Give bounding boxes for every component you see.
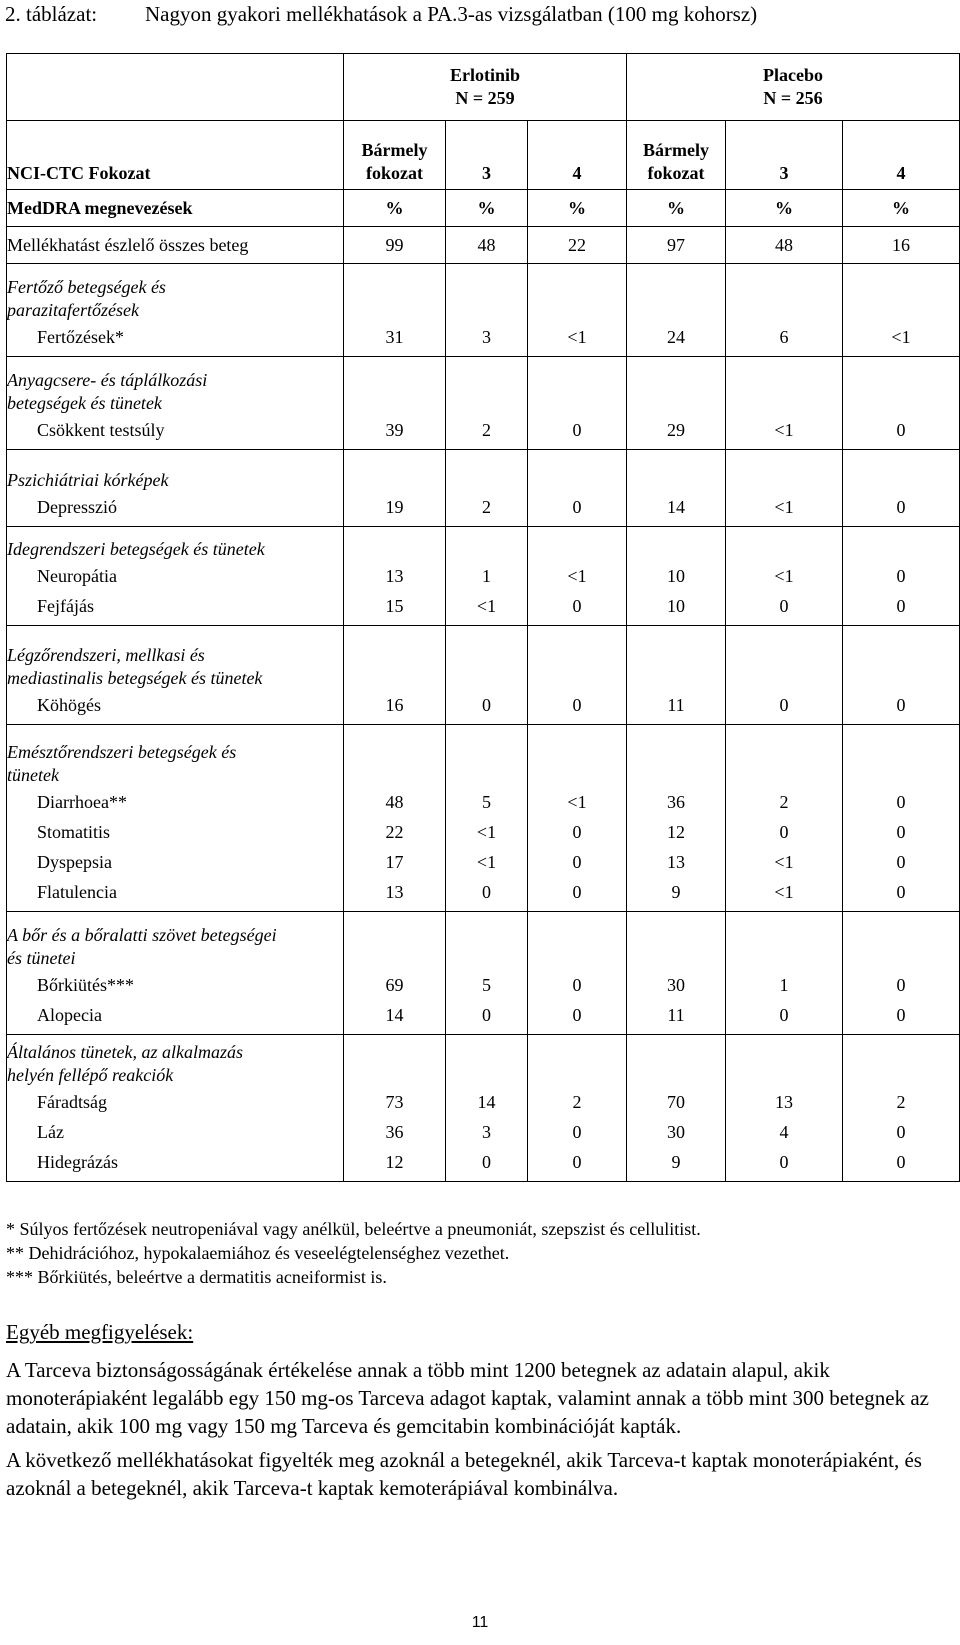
- section-values-cell: [726, 264, 843, 357]
- section-values-cell: [843, 357, 960, 450]
- section-values-cell: [528, 725, 627, 912]
- value-cell: [726, 227, 843, 264]
- value-text: 0: [572, 1005, 582, 1025]
- value-text: 99: [385, 234, 404, 255]
- section-values-cell: [627, 1035, 726, 1182]
- grade-header-cell: [627, 121, 726, 190]
- value-text: 0: [572, 497, 582, 517]
- value-text: 48: [385, 792, 404, 812]
- table-caption: [5, 2, 757, 27]
- row-label: Diarrhoea**: [37, 792, 127, 812]
- erlotinib-header-line: Erlotinib: [449, 65, 520, 85]
- section-row: [7, 725, 960, 912]
- value-text: <1: [774, 852, 794, 872]
- section-heading: Pszichiátriai kórképek: [7, 470, 169, 490]
- section-label-cell: [7, 725, 344, 912]
- value-text: 5: [482, 975, 491, 995]
- section-values-cell: [528, 912, 627, 1035]
- section-label-cell: [7, 264, 344, 357]
- section-title: Egyéb megfigyelések:: [6, 1320, 194, 1344]
- value-text: 0: [896, 596, 906, 616]
- value-text: 9: [671, 1152, 681, 1172]
- value-text: 6: [779, 327, 789, 347]
- section-label-cell: [7, 527, 344, 626]
- grade-header-text: 3: [482, 163, 491, 183]
- grade-header-text: Bármely: [643, 140, 709, 160]
- section-heading: Idegrendszeri betegségek és tünetek: [7, 539, 265, 559]
- table-caption-label: 2. táblázat:: [5, 2, 98, 26]
- section-label-cell: [7, 357, 344, 450]
- value-text: 2: [779, 792, 789, 812]
- value-text: 13: [775, 1092, 793, 1112]
- value-text: 0: [779, 695, 789, 715]
- value-text: 0: [779, 596, 789, 616]
- grade-header-text: fokozat: [647, 163, 705, 183]
- section-values-cell: [627, 626, 726, 725]
- section-values-cell: [627, 264, 726, 357]
- row-label: Depresszió: [37, 497, 117, 517]
- value-text: 24: [667, 327, 685, 347]
- value-text: 0: [572, 822, 582, 842]
- value-text: 5: [482, 792, 491, 812]
- section-label-cell: [7, 912, 344, 1035]
- value-text: 0: [779, 1152, 789, 1172]
- value-text: <1: [567, 792, 587, 812]
- value-text: 2: [482, 420, 491, 440]
- section-values-cell: [528, 357, 627, 450]
- table-header-row: [7, 54, 960, 121]
- value-text: 0: [896, 566, 906, 586]
- section-row: [7, 264, 960, 357]
- row-label: Flatulencia: [37, 882, 117, 902]
- section-heading: A bőr és a bőralatti szövet betegségei: [7, 925, 277, 945]
- section-values-cell: [726, 725, 843, 912]
- section-values-cell: [726, 1035, 843, 1182]
- value-cell: [528, 227, 627, 264]
- value-text: 0: [572, 1152, 582, 1172]
- grade-header-cell: [344, 121, 446, 190]
- grade-header-text: Bármely: [361, 140, 428, 160]
- row-label: Neuropátia: [37, 566, 117, 586]
- meddra-unit-cell: [528, 190, 627, 227]
- value-text: <1: [476, 596, 497, 616]
- section-heading: parazitafertőzések: [7, 300, 139, 320]
- percent-unit: %: [667, 197, 685, 218]
- value-text: 1: [779, 975, 789, 995]
- section-values-cell: [726, 357, 843, 450]
- value-text: <1: [476, 852, 497, 872]
- section-values-cell: [726, 626, 843, 725]
- section-values-cell: [528, 264, 627, 357]
- row-label: Láz: [37, 1122, 64, 1142]
- value-text: 0: [896, 497, 906, 517]
- section-values-cell: [446, 1035, 528, 1182]
- section-heading: Fertőző betegségek és: [7, 277, 166, 297]
- section-values-cell: [528, 626, 627, 725]
- footnote: *** Bőrkiütés, beleértve a dermatitis acneiformist is.: [6, 1267, 387, 1287]
- section-heading: Légzőrendszeri, mellkasi és: [7, 645, 205, 665]
- value-text: 0: [896, 822, 906, 842]
- value-text: <1: [567, 327, 587, 347]
- section-values-cell: [344, 450, 446, 527]
- section-values-cell: [446, 527, 528, 626]
- section-values-cell: [726, 527, 843, 626]
- erlotinib-header-line: N = 259: [455, 88, 515, 108]
- value-text: 11: [667, 695, 685, 715]
- section-row: [7, 912, 960, 1035]
- page-number: 11: [471, 1614, 489, 1631]
- section-values-cell: [843, 264, 960, 357]
- grade-header-cell: [843, 121, 960, 190]
- value-text: <1: [774, 566, 794, 586]
- value-text: 97: [667, 234, 685, 255]
- value-text: 0: [572, 882, 582, 902]
- section-row: [7, 527, 960, 626]
- value-text: 31: [385, 327, 404, 347]
- value-text: 0: [482, 1152, 491, 1172]
- value-text: 19: [385, 497, 404, 517]
- section-values-cell: [843, 725, 960, 912]
- percent-unit: %: [568, 197, 586, 218]
- grade-header-cell: [726, 121, 843, 190]
- grade-header-text: 4: [572, 163, 582, 183]
- section-values-cell: [446, 357, 528, 450]
- section-row: [7, 357, 960, 450]
- section-values-cell: [344, 626, 446, 725]
- value-text: 17: [385, 852, 404, 872]
- value-text: <1: [774, 420, 794, 440]
- value-text: 0: [572, 695, 582, 715]
- value-text: 10: [667, 596, 685, 616]
- value-text: 73: [385, 1092, 404, 1112]
- value-text: 0: [572, 852, 582, 872]
- section-values-cell: [344, 527, 446, 626]
- adverse-events-table: [6, 53, 960, 1182]
- section-values-cell: [344, 725, 446, 912]
- value-text: 0: [572, 975, 582, 995]
- section-values-cell: [627, 450, 726, 527]
- all-patients-label: [7, 227, 344, 264]
- footnotes: [6, 1217, 701, 1289]
- section-values-cell: [528, 527, 627, 626]
- value-text: 0: [896, 1122, 906, 1142]
- value-text: 2: [896, 1092, 906, 1112]
- section-values-cell: [446, 725, 528, 912]
- row-label: Köhögés: [37, 695, 101, 715]
- value-text: 14: [385, 1005, 404, 1025]
- grade-header-cell: [528, 121, 627, 190]
- row-label: Bőrkiütés***: [37, 975, 134, 995]
- percent-unit: %: [775, 197, 793, 218]
- value-text: 3: [482, 1122, 491, 1142]
- value-text: 3: [482, 327, 491, 347]
- value-cell: [843, 227, 960, 264]
- meddra-unit-cell: [446, 190, 528, 227]
- row-label: Dyspepsia: [37, 852, 112, 872]
- section-heading: helyén fellépő reakciók: [7, 1065, 174, 1085]
- meddra-unit-cell: [627, 190, 726, 227]
- grade-header-text: 4: [896, 163, 906, 183]
- value-cell: [446, 227, 528, 264]
- section-label-cell: [7, 626, 344, 725]
- value-text: 0: [896, 1152, 906, 1172]
- value-text: 0: [572, 596, 582, 616]
- value-text: <1: [774, 882, 794, 902]
- row-label: Fáradtság: [37, 1092, 107, 1112]
- section-values-cell: [627, 912, 726, 1035]
- value-text: 12: [667, 822, 685, 842]
- all-patients-row: [7, 227, 960, 264]
- section-values-cell: [627, 725, 726, 912]
- value-text: <1: [567, 566, 587, 586]
- header-empty-cell: [7, 54, 344, 121]
- placebo-header-line: Placebo: [763, 65, 823, 85]
- value-text: 0: [896, 1005, 906, 1025]
- grade-header-label-text: NCI-CTC Fokozat: [7, 163, 151, 183]
- value-text: 0: [896, 882, 906, 902]
- section-heading: betegségek és tünetek: [7, 393, 162, 413]
- value-text: 70: [667, 1092, 685, 1112]
- grade-header-text: fokozat: [366, 163, 423, 183]
- value-text: <1: [891, 327, 911, 347]
- value-text: 10: [667, 566, 685, 586]
- value-text: 9: [671, 882, 681, 902]
- section-values-cell: [843, 450, 960, 527]
- value-text: 36: [385, 1122, 404, 1142]
- value-text: 39: [385, 420, 404, 440]
- meddra-label: [7, 190, 344, 227]
- section-values-cell: [344, 1035, 446, 1182]
- value-text: 0: [896, 420, 906, 440]
- footnote: ** Dehidrációhoz, hypokalaemiához és veseelégtelenséghez vezethet.: [6, 1243, 510, 1263]
- section-label-cell: [7, 450, 344, 527]
- value-text: 22: [568, 234, 586, 255]
- meddra-row: [7, 190, 960, 227]
- placebo-header-line: N = 256: [763, 88, 823, 108]
- erlotinib-group-header: [344, 54, 627, 121]
- meddra-label-text: MedDRA megnevezések: [7, 197, 193, 218]
- section-values-cell: [446, 264, 528, 357]
- grade-header-row: [7, 121, 960, 190]
- value-text: 0: [896, 792, 906, 812]
- row-label: Fejfájás: [37, 596, 94, 616]
- value-text: 11: [667, 1005, 685, 1025]
- paragraph-2: A következő mellékhatásokat figyelték meg azoknál a betegeknél, akik Tarceva-t kaptak monoterápiaként, és azoknál a betegeknél, akik Tarceva-t kaptak kemoterápiával kombinálva.: [6, 1448, 922, 1500]
- row-label: Hidegrázás: [37, 1152, 118, 1172]
- value-text: 29: [667, 420, 685, 440]
- row-label: Csökkent testsúly: [37, 420, 165, 440]
- section-row: [7, 450, 960, 527]
- value-text: 0: [572, 1122, 582, 1142]
- value-text: 36: [667, 792, 685, 812]
- row-label: Stomatitis: [37, 822, 111, 842]
- value-text: 0: [779, 822, 789, 842]
- row-label: Fertőzések*: [37, 327, 124, 347]
- value-text: 69: [385, 975, 404, 995]
- value-text: 0: [896, 852, 906, 872]
- grade-header-cell: [446, 121, 528, 190]
- placebo-group-header: [627, 54, 960, 121]
- value-text: 4: [779, 1122, 789, 1142]
- section-values-cell: [843, 527, 960, 626]
- section-row: [7, 1035, 960, 1182]
- section-values-cell: [843, 912, 960, 1035]
- value-text: 0: [482, 1005, 491, 1025]
- value-text: 13: [667, 852, 685, 872]
- value-text: <1: [774, 497, 794, 517]
- section-heading: és tünetei: [7, 948, 76, 968]
- value-text: <1: [476, 822, 497, 842]
- percent-unit: %: [477, 197, 496, 218]
- value-text: 30: [667, 1122, 685, 1142]
- value-text: 48: [477, 234, 496, 255]
- value-text: 0: [482, 882, 491, 902]
- section-values-cell: [446, 912, 528, 1035]
- section-values-cell: [726, 912, 843, 1035]
- section-values-cell: [843, 1035, 960, 1182]
- meddra-unit-cell: [344, 190, 446, 227]
- table-caption-title: Nagyon gyakori mellékhatások a PA.3-as vizsgálatban (100 mg kohorsz): [145, 2, 758, 26]
- section-row: [7, 626, 960, 725]
- value-text: 14: [667, 497, 685, 517]
- value-text: 0: [779, 1005, 789, 1025]
- section-values-cell: [627, 527, 726, 626]
- section-values-cell: [446, 450, 528, 527]
- section-heading: Emésztőrendszeri betegségek és: [7, 742, 237, 762]
- section-label-cell: [7, 1035, 344, 1182]
- value-text: 2: [572, 1092, 582, 1112]
- section-values-cell: [528, 1035, 627, 1182]
- all-patients-label-text: Mellékhatást észlelő összes beteg: [7, 234, 249, 255]
- section-values-cell: [344, 264, 446, 357]
- section-values-cell: [446, 626, 528, 725]
- grade-header-label: [7, 121, 344, 190]
- value-text: 1: [482, 566, 491, 586]
- section-values-cell: [344, 357, 446, 450]
- value-text: 0: [482, 695, 491, 715]
- value-text: 16: [892, 234, 910, 255]
- percent-unit: %: [385, 197, 404, 218]
- section-values-cell: [344, 912, 446, 1035]
- paragraph-1: A Tarceva biztonságosságának értékelése annak a több mint 1200 betegnek az adatain alapul, akik monoterápiaként legalább egy 150 mg-os Tarceva adagot kaptak, valamint annak a több mint 300 betegnek az adatain, akik 100 mg vagy 150 mg Tarceva és gemcitabin kombinációját kapták.: [6, 1358, 929, 1438]
- section-values-cell: [627, 357, 726, 450]
- section-heading: Általános tünetek, az alkalmazás: [7, 1042, 243, 1062]
- value-text: 0: [896, 975, 906, 995]
- meddra-unit-cell: [843, 190, 960, 227]
- value-text: 12: [385, 1152, 404, 1172]
- percent-unit: %: [892, 197, 910, 218]
- section-heading: tünetek: [7, 765, 59, 785]
- value-text: 13: [385, 566, 404, 586]
- footnote: * Súlyos fertőzések neutropeniával vagy anélkül, beleértve a pneumoniát, szepszist és cellulitist.: [6, 1219, 701, 1239]
- value-text: 14: [477, 1092, 496, 1112]
- section-values-cell: [528, 450, 627, 527]
- value-cell: [627, 227, 726, 264]
- grade-header-text: 3: [779, 163, 789, 183]
- meddra-unit-cell: [726, 190, 843, 227]
- value-cell: [344, 227, 446, 264]
- value-text: 16: [385, 695, 404, 715]
- value-text: 48: [775, 234, 793, 255]
- section-heading: Anyagcsere- és táplálkozási: [7, 370, 208, 390]
- row-label: Alopecia: [37, 1005, 102, 1025]
- value-text: 22: [385, 822, 404, 842]
- section-heading: mediastinalis betegségek és tünetek: [7, 668, 263, 688]
- value-text: 30: [667, 975, 685, 995]
- value-text: 2: [482, 497, 491, 517]
- value-text: 13: [385, 882, 404, 902]
- value-text: 15: [385, 596, 404, 616]
- value-text: 0: [896, 695, 906, 715]
- section-values-cell: [726, 450, 843, 527]
- section-values-cell: [843, 626, 960, 725]
- value-text: 0: [572, 420, 582, 440]
